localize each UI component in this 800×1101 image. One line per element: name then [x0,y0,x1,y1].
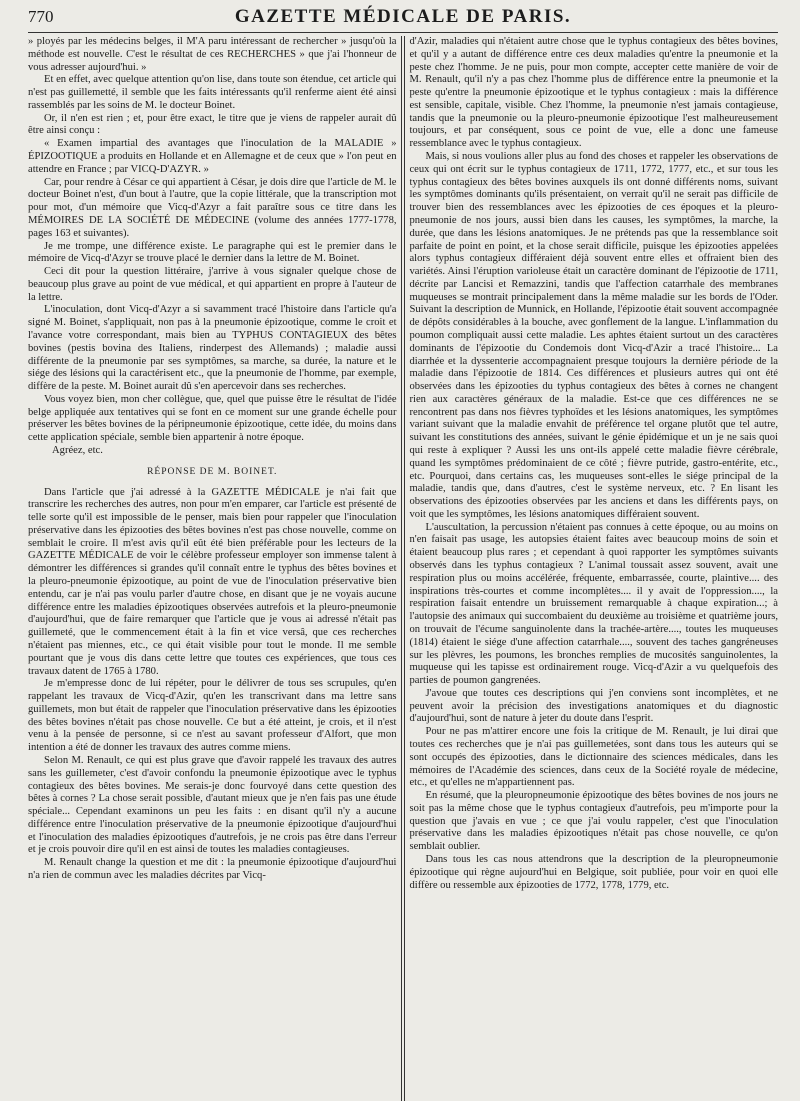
paragraph: Dans l'article que j'ai adressé à la GAZETTE MÉDICALE je n'ai fait que transcrire les recherches des autres, non pour m'en emparer, car l'article est présenté de telle sorte qu'il est impossible de le penser, mais bien pour rappeler que l'inoculation préservative dans les épizooties des bêtes bovines n'est pas chose nouvelle, comme on semblait le croire. Il m'est avis qu'il eût été bien préférable pour les lecteurs de la GAZETTE MÉDICALE de voir le célèbre professeur employer son immense talent à démontrer les différences si grandes qu'il connaît entre le typhus des bêtes bovines et la pleuro-pneumonie épizootique, au point de vue de l'inoculation préservative bien entendu, car je n'ai pas voulu parler d'autre chose, en disant que je ne voyais aucune différence entre les maladies épizootiques observées autrefois et la pleuro-pneumonie d'aujourd'hui, que de faire remarquer que l'article que je vous ai adressé n'était pas guillemeté, que le commencement était à la fin et vice versâ, que ces recherches n'étaient pas miennes, etc., ce qui était visible pour tout le monde. Il me semble pourtant que je vous dis dans cette lettre que toutes ces expériences, que tous ces travaux datent de 1765 à 1780. [28,486,397,677]
paragraph: Car, pour rendre à César ce qui appartient à César, je dois dire que l'article de M. le docteur Boinet n'est, d'un bout à l'autre, que la copie littérale, que la transcription mot pour mot, d'un mémoire que Vicq-d'Azyr a fait paraître sous ce titre dans les MÉMOIRES DE LA SOCIÉTÉ DE MÉDECINE (volume des années 1777-1778, pages 163 et suivantes). [28,176,397,239]
paragraph: Selon M. Renault, ce qui est plus grave que d'avoir rappelé les travaux des autres sans les guillemeter, c'est d'avoir confondu la pneumonie épizootique avec le typhus contagieux des bêtes bovines. Me serais-je donc fourvoyé dans cette question des bêtes à cornes ? La chose serait possible, d'autant mieux que je n'en fais pas une étude spéciale... Cependant examinons un peu les faits : en disant qu'il n'y a aucune différence entre l'inoculation préservative de la pneumonie épizootique d'aujourd'hui et l'inoculation des maladies épizootiques d'autrefois, je ne crois pas être dans l'erreur et je crois pouvoir dire qu'il en est ainsi de toutes les maladies contagieuses. [28,754,397,856]
paragraph: Mais, si nous voulions aller plus au fond des choses et rappeler les observations de ceux qui ont écrit sur le typhus contagieux de 1711, 1772, 1777, etc., et sur tous les typhus contagieux des bêtes bovines auxquels ils ont donné différents noms, suivant les symptômes dominants qu'ils présentaient, on verrait qu'il ne serait pas difficile de trouver bien des ressemblances avec les épizooties de ces époques et la pleuro-pneumonie de nos jours, aussi bien dans les causes, les symptômes, la marche, la durée, que dans les lésions anatomiques. Je ne prétends pas que la ressemblance soit parfaite de point en point, et la chose serait difficile, puisque les épizooties appelées alors typhus contagieux différaient déjà souvent entre elles et offraient bien des variétés. Ainsi l'éruption varioleuse était un caractère dominant de l'épizootie de 1711, décrite par Lancisi et Remazzini, tandis que l'affection catarrhale des membranes muqueuses se montrait principalement dans la même maladie sur les bords de l'Oder. Suivant la description de Munnick, en Hollande, l'épizootie était souvent accompagnée de dépôts considérables à la bouche, avec gonflement de la langue. L'inflammation du poumon compliquait aussi cette maladie. Les aphtes étaient surtout un des caractères dominants de l'épizootie du Condemois dont Vicq-d'Azir a tracé l'histoire... La diarrhée et la dyssenterie accompagnaient presque toujours la dernière période de la maladie dans l'épizootie de 1814. Ces différences et plusieurs autres qui ont été observées dans les épizooties du typhus contagieux des bêtes à cornes ne changent rien aux caractères généraux de la maladie. Est-ce que ces différences ne se rencontrent pas dans nos fièvres typhoïdes et les lésions anatomiques, les symptômes variant suivant que la maladie envahit de préférence tel organe plutôt que tel autre, suivant les constitutions des années, suivant le génie épidémique et un je ne sais quoi qui reste à expliquer ? Aussi les uns ont-ils appelé cette maladie fièvre cérébrale, quand les symptômes prédominaient de ce côté ; fièvre putride, gastro-entérite, etc., etc. Pourquoi, dans certains cas, les muqueuses sont-elles le siége principal de la maladie, tandis que, dans d'autres, c'est le système nerveux, etc. ? En lisant les observations des épizooties observées par les anciens et dans les différents pays, on voit que les symptômes, les lésions anatomiques différaient souvent. [409,151,778,520]
paragraph: L'inoculation, dont Vicq-d'Azyr a si savamment tracé l'histoire dans l'article qu'a signé M. Boinet, s'appliquait, non pas à la pneumonie épizootique, comme le croit et l'avance votre correspondant, mais bien au TYPHUS CONTAGIEUX des bêtes bovines (pestis bovina des Italiens, rinderpest des Allemands) ; maladie aussi différente de la pneumonie par ses symptômes, sa marche, sa durée, la nature et le siége des lésions qui la caractérisent etc., que la pneumonie de l'homme, par exemple, diffère de la peste. M. Boinet aurait dû s'en apercevoir dans ses recherches. [28,304,397,393]
page-number: 770 [28,7,54,26]
paragraph: Or, il n'en est rien ; et, pour être exact, le titre que je viens de rappeler aurait dû être ainsi conçu : [28,112,397,137]
paragraph: J'avoue que toutes ces descriptions qui j'en conviens sont incomplètes, et ne peuvent avoir la précision des investigations anatomiques et du diagnostic d'aujourd'hui, sont de nature à jeter du doute dans l'esprit. [409,687,778,725]
paragraph: Je me trompe, une différence existe. Le paragraphe qui est le premier dans le mémoire de Vicq-d'Azyr se trouve placé le dernier dans la lettre de M. Boinet. [28,240,397,265]
paragraph: M. Renault change la question et me dit : la pneumonie épizootique d'aujourd'hui n'a rien de commun avec les maladies décrites par Vicq- [28,857,397,881]
paragraph: Et en effet, avec quelque attention qu'on lise, dans toute son étendue, cet article qui n'est pas guillemetté, il semble que les faits intéressants qu'il renferme aient été ainsi rassemblés par les soins de M. le docteur Boinet. [28,74,397,111]
paragraph: Ceci dit pour la question littéraire, j'arrive à vous signaler quelque chose de beaucoup plus grave au point de vue médical, et qui appartient en propre à l'auteur de la lettre. [28,266,397,303]
quoted-title: « Examen impartial des avantages que l'inoculation de la MALADIE » ÉPIZOOTIQUE a produits en Hollande et en Allemagne et de ceux que » l'on peut en attendre en France ; par VICQ-D'AZYR. » [28,138,397,175]
column-rule [401,36,406,1101]
section-heading: RÉPONSE DE M. BOINET. [147,466,278,477]
paragraph: Je m'empresse donc de lui répéter, pour le délivrer de tous ses scrupules, qu'en rappelant les travaux de Vicq-d'Azir, qu'en les transcrivant dans ma lettre sans guillemets, mon but était de rappeler que l'inoculation préservative dans les épizooties des bêtes bovines n'était pas chose nouvelle. Ce but a été atteint, je crois, et il n'est venu à la pensée de personne, si ce n'est au savant professeur d'Alfort, que mon intention a été de donner les travaux des autres comme miens. [28,678,397,754]
paragraph: » ployés par les médecins belges, il M'A paru intéressant de rechercher » jusqu'où la méthode est nouvelle. C'est le résultat de ces RECHERCHES » que j'ai l'honneur de vous adresser aujourd'hui. » [28,36,397,73]
paragraph: Dans tous les cas nous attendrons que la description de la pleuropneumonie épizootique qui règne aujourd'hui en Belgique, soit publiée, pour voir en quoi elle diffère ou ressemble aux épizooties de 1772, 1778, 1779, etc. [409,854,778,891]
page-header [28,4,778,33]
paragraph: Vous voyez bien, mon cher collègue, que, quel que puisse être le résultat de l'idée belge appliquée aux tentatives qui se font en ce moment sur une grande échelle pour préserver les bêtes bovines de la péripneumonie épizootique, cette idée, du moins dans cette application spéciale, semble bien appartenir à notre époque. [28,393,397,444]
sign-off: Agréez, etc. [52,445,103,456]
article-columns [28,36,778,1101]
right-column [409,36,778,1101]
left-column [28,36,397,1101]
paragraph: d'Azir, maladies qui n'étaient autre chose que le typhus contagieux des bêtes bovines, et qu'il y a autant de différence entre ces deux maladies qu'entre la pneumonie et la peste chez l'homme. Je ne puis, pour mon compte, accepter cette manière de voir de M. Renault, qu'il n'y a pas chez l'homme plus de différence entre la pneumonie et la peste qu'entre la pneumonie épizootique et le typhus contagieux : mais la différence est sensible, capitale, visible. Chez l'homme, la pneumonie n'est jamais contagieuse, tandis que la pneumonie ou la pleuro-pneumonie épizootique l'est malheureusement toujours, et par conséquent, sous ce point de vue, elle a donc une fameuse ressemblance avec le typhus contagieux. [409,36,778,150]
running-title: GAZETTE MÉDICALE DE PARIS. [234,6,572,27]
paragraph: Pour ne pas m'attirer encore une fois la critique de M. Renault, je lui dirai que toutes ces recherches que je n'ai pas guillemetées, sont dans tous les auteurs qui se sont occupés des épizooties, dans le dictionnaire des sciences médicales, dans les mémoires de l'Académie des sciences, dans ceux de la Société royale de médecine, etc., et qu'elles ne m'appartiennent pas. [409,726,778,789]
paragraph: En résumé, que la pleuropneumonie épizootique des bêtes bovines de nos jours ne soit pas la même chose que le typhus contagieux d'autrefois, peu m'importe pour la question que j'avais en vue ; ce que j'ai voulu rappeler, c'est que l'inoculation préservative dans les maladies épizootiques n'était pas chose nouvelle, ce qu'on semblait oublier. [409,790,778,853]
paragraph: L'auscultation, la percussion n'étaient pas connues à cette époque, ou au moins on n'en faisait pas usage, les autopsies étaient faites avec beaucoup moins de soin et étaient beaucoup plus rares ; et cependant à quoi rapporter les symptômes suivants observés dans les typhus contagieux ? L'animal toussait assez souvent, avait une respiration plus ou moins accélérée, fréquente, embarrassée, courte, plaintive.... des inspirations très-courtes et comme incomplètes.... il y avait de l'oppression...., la respiration faisait entendre un bruissement remarquable à chaque expiration...; à l'autopsie des animaux qui succombaient du deuxième au troisième et quatrième jours, on trouvait de l'écume sanguinolente dans la trachée-artère...., toutes les muqueuses (1814) étaient le siége d'une affection catarrhale...., souvent des taches gangréneuses sur les plèvres, les poumons, les bronches remplies de mucosités sanguinolentes, la muqueuse qui les tapisse est ordinairement rouge. Vicq-d'Azir a vu quelquefois des parties de poumon gangrenées. [409,521,778,687]
